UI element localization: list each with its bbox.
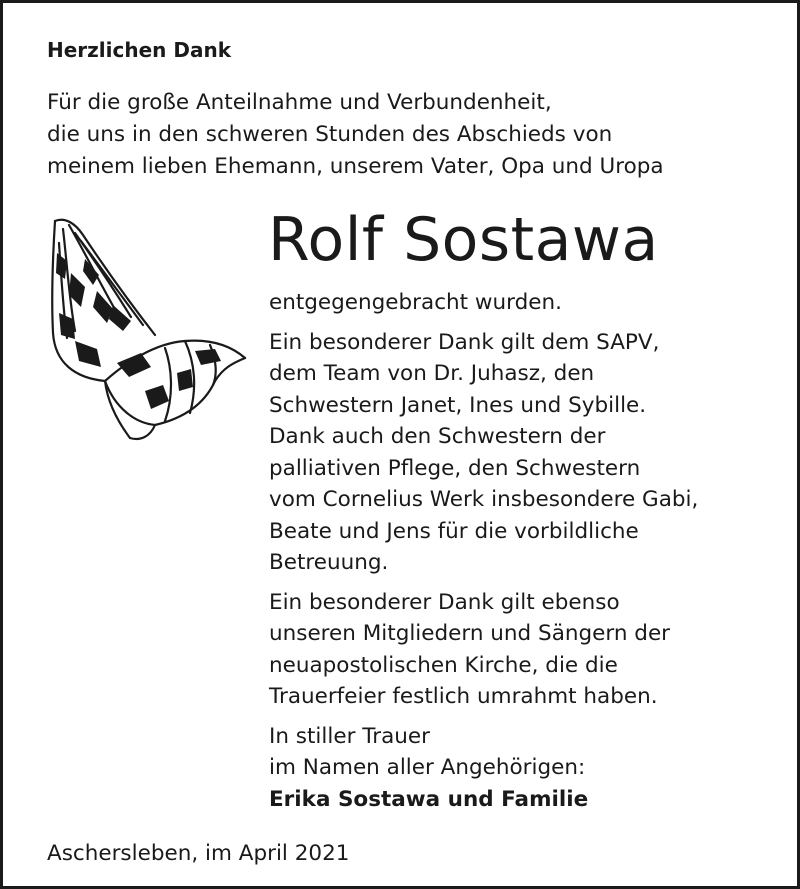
- text-line: unseren Mitgliedern und Sängern der: [269, 621, 671, 646]
- thanks-paragraph-1: [269, 327, 769, 579]
- text-line: Ein besonderer Dank gilt ebenso: [269, 589, 620, 615]
- text-line: Trauerfeier festlich umrahmt haben.: [269, 684, 658, 709]
- intro-line: Für die große Anteilnahme und Verbundenheit,: [47, 90, 552, 115]
- text-line: Ein besonderer Dank gilt dem SAPV,: [269, 329, 660, 355]
- praying-hands-icon: [45, 213, 260, 448]
- text-line: palliativen Pflege, den Schwestern: [269, 455, 641, 481]
- text-line: Schwestern Janet, Ines und Sybille.: [269, 392, 647, 418]
- signer-name: Erika Sostawa und Familie: [269, 786, 589, 812]
- heading: Herzlichen Dank: [47, 38, 232, 62]
- deceased-name: Rolf Sostawa: [268, 205, 659, 275]
- thanks-paragraph-2: [269, 587, 769, 713]
- text-line: Beate und Jens für die vorbildliche: [269, 518, 639, 544]
- closing-block: [269, 721, 769, 816]
- intro-text: [47, 87, 664, 183]
- text-line: Dank auch den Schwestern der: [269, 424, 606, 449]
- text-line: im Namen aller Angehörigen:: [269, 755, 586, 780]
- intro-line: die uns in den schweren Stunden des Abschieds von: [47, 122, 613, 147]
- body-text: [269, 287, 769, 823]
- intro-line: meinem lieben Ehemann, unserem Vater, Opa und Uropa: [47, 154, 664, 179]
- text-line: neuapostolischen Kirche, die die: [269, 652, 618, 678]
- place-date: Aschersleben, im April 2021: [47, 841, 350, 866]
- text-line: Betreuung.: [269, 550, 389, 575]
- after-name-line: [269, 287, 769, 319]
- text-line: dem Team von Dr. Juhasz, den: [269, 361, 595, 386]
- text-line: vom Cornelius Werk insbesondere Gabi,: [269, 487, 699, 512]
- text-line: entgegengebracht wurden.: [269, 290, 562, 315]
- text-line: In stiller Trauer: [269, 723, 430, 749]
